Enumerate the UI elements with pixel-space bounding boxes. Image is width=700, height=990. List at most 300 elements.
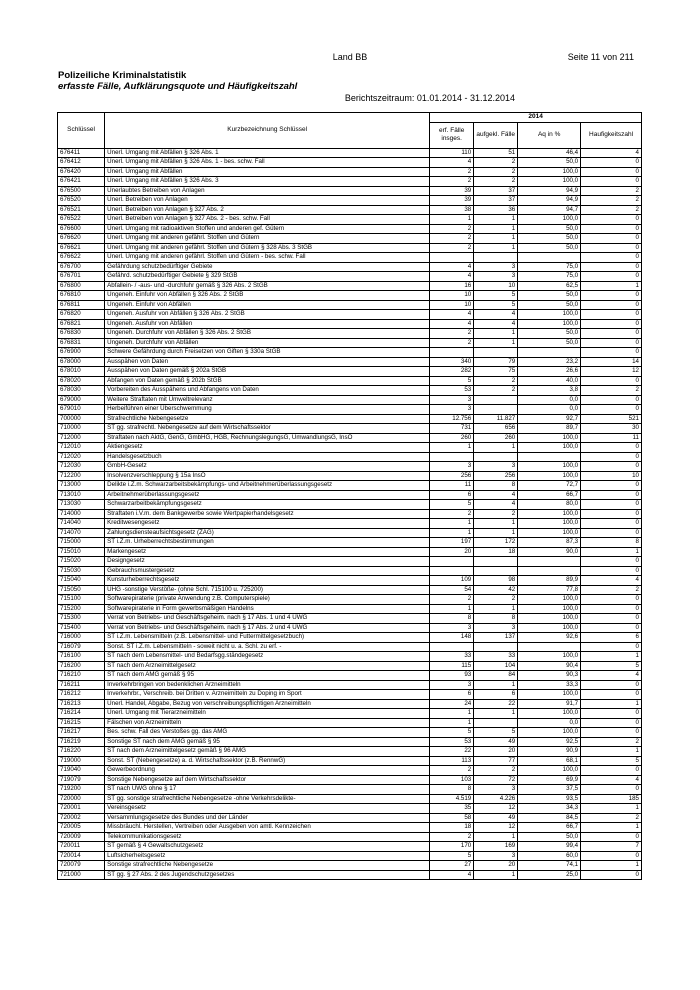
cell-description: Gewerbeordnung [105,766,430,776]
table-row [58,661,642,671]
report-title: Polizeiliche Kriminalstatistik [58,70,187,81]
cell-description: Ungeneh. Einfuhr von Abfällen [105,300,430,310]
cell-cases: 2 [430,329,474,339]
cell-frequency: 1 [581,747,642,757]
cell-cases [430,642,474,652]
cell-cases: 148 [430,633,474,643]
cell-key: 719040 [58,766,105,776]
cell-aq: 46,4 [518,148,581,158]
cell-aq: 100,0 [518,519,581,529]
cell-solved: 3 [474,462,518,472]
cell-key: 716000 [58,633,105,643]
cell-description: Ungeneh. Einfuhr von Abfällen § 326 Abs. 2 StGB [105,291,430,301]
cell-key: 715050 [58,585,105,595]
table-row [58,614,642,624]
header-cases: erf. Fälle insges. [430,122,474,148]
table-row [58,319,642,329]
cell-aq: 100,0 [518,652,581,662]
cell-key: 676810 [58,291,105,301]
cell-aq: 100,0 [518,471,581,481]
cell-description: Unerl. Umgang mit Abfällen § 326 Abs. 1 [105,148,430,158]
cell-solved: 5 [474,291,518,301]
cell-key: 712200 [58,471,105,481]
cell-aq: 93,5 [518,794,581,804]
cell-frequency: 4 [581,775,642,785]
cell-description: Vereinsgesetz [105,804,430,814]
cell-solved: 4 [474,310,518,320]
cell-key: 716211 [58,680,105,690]
cell-cases: 3 [430,623,474,633]
cell-solved: 4 [474,490,518,500]
cell-solved: 10 [474,281,518,291]
cell-key: 716212 [58,690,105,700]
cell-frequency: 6 [581,633,642,643]
cell-description: Markengesetz [105,547,430,557]
cell-frequency: 0 [581,462,642,472]
cell-cases: 170 [430,842,474,852]
cell-aq: 100,0 [518,690,581,700]
table-row [58,623,642,633]
cell-frequency: 0 [581,490,642,500]
cell-solved [474,253,518,263]
table-row [58,766,642,776]
cell-solved: 104 [474,661,518,671]
cell-description: Ungeneh. Durchfuhr von Abfällen [105,338,430,348]
cell-frequency: 0 [581,215,642,225]
table-row [58,500,642,510]
table-row [58,728,642,738]
cell-frequency: 0 [581,718,642,728]
table-row [58,196,642,206]
cell-key: 676620 [58,234,105,244]
header-solved: aufgekl. Fälle [474,122,518,148]
cell-frequency: 0 [581,234,642,244]
cell-frequency: 10 [581,471,642,481]
cell-frequency: 0 [581,690,642,700]
cell-frequency: 0 [581,300,642,310]
cell-key: 676520 [58,196,105,206]
cell-description: Softwarepiraterie in Form gewerbsmäßigen Handelns [105,604,430,614]
cell-solved: 260 [474,433,518,443]
cell-cases: 2 [430,167,474,177]
cell-frequency: 0 [581,443,642,453]
table-row [58,775,642,785]
table-row [58,690,642,700]
cell-description: Sonstige Nebengesetze auf dem Wirtschaftssektor [105,775,430,785]
cell-key: 676420 [58,167,105,177]
cell-key: 716210 [58,671,105,681]
cell-cases: 4.519 [430,794,474,804]
cell-solved: 2 [474,595,518,605]
cell-frequency: 0 [581,595,642,605]
cell-cases: 58 [430,813,474,823]
table-row [58,813,642,823]
table-row [58,433,642,443]
cell-description: Delikte i.Z.m. Schwarzarbeitsbekämpfungs- und Arbeitnehmerüberlassungsgesetz [105,481,430,491]
cell-key: 676412 [58,158,105,168]
cell-key: 676821 [58,319,105,329]
cell-solved: 36 [474,205,518,215]
cell-key: 715040 [58,576,105,586]
cell-description: Schwarzarbeitbekämpfungsgesetz [105,500,430,510]
cell-aq: 62,5 [518,281,581,291]
cell-aq: 50,0 [518,832,581,842]
cell-frequency: 521 [581,414,642,424]
cell-frequency: 0 [581,528,642,538]
cell-cases: 5 [430,728,474,738]
table-row [58,329,642,339]
cell-solved: 75 [474,367,518,377]
cell-key: 676800 [58,281,105,291]
table-row [58,861,642,871]
cell-solved: 1 [474,709,518,719]
cell-aq: 100,0 [518,528,581,538]
cell-key: 700000 [58,414,105,424]
cell-frequency: 2 [581,585,642,595]
cell-description: Aktiengesetz [105,443,430,453]
cell-key: 716100 [58,652,105,662]
cell-solved: 12 [474,804,518,814]
cell-frequency: 12 [581,367,642,377]
statistics-table [57,112,642,880]
cell-cases: 18 [430,823,474,833]
cell-cases: 4 [430,272,474,282]
cell-description: Ausspähen von Daten [105,357,430,367]
cell-description: Sonstige ST nach dem AMG gemäß § 95 [105,737,430,747]
cell-description: Ungeneh. Ausfuhr von Abfällen § 326 Abs. 2 StGB [105,310,430,320]
cell-key: 716213 [58,699,105,709]
cell-key: 721000 [58,870,105,880]
cell-frequency: 0 [581,623,642,633]
cell-cases: 53 [430,386,474,396]
cell-description: Ausspähen von Daten gemäß § 202a StGB [105,367,430,377]
cell-solved [474,718,518,728]
cell-description: Designgesetz [105,557,430,567]
cell-description: Insolvenzverschleppung § 15a InsO [105,471,430,481]
cell-cases: 54 [430,585,474,595]
cell-solved: 1 [474,338,518,348]
cell-solved: 51 [474,148,518,158]
cell-key: 712010 [58,443,105,453]
cell-aq: 94,9 [518,196,581,206]
cell-aq: 100,0 [518,595,581,605]
cell-cases: 11 [430,481,474,491]
cell-aq: 60,0 [518,851,581,861]
report-subtitle: erfasste Fälle, Aufklärungsquote und Häufigkeitszahl [58,81,298,92]
cell-cases: 93 [430,671,474,681]
page-header-land: Land BB [332,52,368,62]
cell-solved: 22 [474,699,518,709]
cell-description: GmbH-Gesetz [105,462,430,472]
cell-description: Herbeiführen einer Überschwemmung [105,405,430,415]
table-row [58,177,642,187]
cell-aq: 89,9 [518,576,581,586]
cell-frequency: 0 [581,604,642,614]
cell-key: 676811 [58,300,105,310]
cell-frequency: 0 [581,481,642,491]
cell-solved: 2 [474,158,518,168]
cell-solved: 1 [474,443,518,453]
cell-cases: 4 [430,310,474,320]
cell-cases: 6 [430,490,474,500]
cell-description: ST nach UWG ohne § 17 [105,785,430,795]
cell-frequency: 1 [581,823,642,833]
cell-cases: 260 [430,433,474,443]
cell-aq: 74,1 [518,861,581,871]
cell-description: Telekommunikationsgesetz [105,832,430,842]
cell-aq: 37,5 [518,785,581,795]
cell-key: 715010 [58,547,105,557]
cell-frequency: 5 [581,756,642,766]
cell-cases [430,557,474,567]
cell-solved: 169 [474,842,518,852]
cell-key: 714040 [58,519,105,529]
cell-frequency: 2 [581,813,642,823]
cell-key: 676621 [58,243,105,253]
cell-key: 715020 [58,557,105,567]
page-number: Seite 11 von 211 [567,52,634,62]
table-row [58,357,642,367]
table-row [58,205,642,215]
cell-aq: 90,3 [518,671,581,681]
cell-aq: 100,0 [518,319,581,329]
cell-solved: 3 [474,785,518,795]
cell-description: Unerl. Umgang mit Abfällen § 326 Abs. 3 [105,177,430,187]
cell-solved: 33 [474,652,518,662]
cell-description: Ungeneh. Ausfuhr von Abfällen [105,319,430,329]
cell-description: Weitere Straftaten mit Umweltrelevanz [105,395,430,405]
cell-key: 720000 [58,794,105,804]
table-row [58,310,642,320]
report-period: Berichtszeitraum: 01.01.2014 - 31.12.2014 [344,93,515,103]
cell-cases: 16 [430,281,474,291]
table-row [58,585,642,595]
cell-key: 676830 [58,329,105,339]
table-row [58,291,642,301]
cell-frequency: 11 [581,433,642,443]
cell-description: ST gg. § 27 Abs. 2 des Jugendschutzgesetzes [105,870,430,880]
cell-solved: 2 [474,167,518,177]
cell-frequency: 0 [581,851,642,861]
cell-cases: 2 [430,766,474,776]
cell-key: 678020 [58,376,105,386]
cell-cases: 39 [430,196,474,206]
cell-solved: 4 [474,319,518,329]
cell-description: Vorbereiten des Ausspähens und Abfangens von Daten [105,386,430,396]
cell-aq: 50,0 [518,338,581,348]
cell-frequency: 0 [581,405,642,415]
cell-solved: 137 [474,633,518,643]
cell-frequency: 1 [581,861,642,871]
cell-aq: 0,0 [518,405,581,415]
cell-description: Inverkehrbringen von bedenklichen Arzneimitteln [105,680,430,690]
table-row [58,851,642,861]
table-row [58,158,642,168]
cell-description: Unerl. Betreiben von Anlagen § 327 Abs. 2 [105,205,430,215]
cell-solved: 18 [474,547,518,557]
cell-cases: 12.756 [430,414,474,424]
cell-aq: 50,0 [518,224,581,234]
cell-key: 715000 [58,538,105,548]
table-row [58,395,642,405]
cell-frequency: 14 [581,357,642,367]
cell-solved [474,395,518,405]
cell-solved [474,348,518,358]
cell-solved: 256 [474,471,518,481]
cell-cases: 5 [430,500,474,510]
cell-frequency: 4 [581,148,642,158]
cell-key: 716200 [58,661,105,671]
cell-aq: 100,0 [518,433,581,443]
table-row [58,538,642,548]
cell-frequency: 0 [581,272,642,282]
cell-aq: 23,2 [518,357,581,367]
table-row [58,376,642,386]
cell-description: Unerl. Betreiben von Anlagen § 327 Abs. 2 - bes. schw. Fall [105,215,430,225]
cell-cases: 103 [430,775,474,785]
cell-aq: 100,0 [518,623,581,633]
cell-description: ST i.Z.m. Urheberrechtsbestimmungen [105,538,430,548]
cell-cases: 5 [430,851,474,861]
cell-description: Sonst. ST (Nebengesetze) a. d. Wirtschaftssektor (z.B. RennwG) [105,756,430,766]
cell-key: 716079 [58,642,105,652]
cell-key: 713030 [58,500,105,510]
cell-key: 719079 [58,775,105,785]
cell-cases: 2 [430,234,474,244]
cell-cases: 2 [430,243,474,253]
table-row [58,823,642,833]
table-row [58,842,642,852]
cell-solved: 2 [474,766,518,776]
cell-description: Inverkehrbr., Verschreib. bei Dritten v. Arzneimitteln zu Doping im Sport [105,690,430,700]
cell-key: 676600 [58,224,105,234]
cell-cases [430,253,474,263]
cell-cases: 2 [430,177,474,187]
cell-solved: 2 [474,177,518,187]
cell-frequency: 1 [581,699,642,709]
cell-key: 720001 [58,804,105,814]
cell-key: 676900 [58,348,105,358]
table-row [58,186,642,196]
cell-description: Luftsicherheitsgesetz [105,851,430,861]
cell-key: 712030 [58,462,105,472]
cell-cases: 115 [430,661,474,671]
cell-frequency: 5 [581,661,642,671]
cell-cases: 4 [430,870,474,880]
cell-aq: 100,0 [518,766,581,776]
header-year: 2014 [430,113,642,123]
cell-description: ST gg. sonstige strafrechtliche Nebengesetze -ohne Verkehrsdelikte- [105,794,430,804]
cell-cases: 33 [430,652,474,662]
cell-solved: 1 [474,870,518,880]
cell-solved: 37 [474,196,518,206]
cell-description: ST i.Z.m. Lebensmitteln (z.B. Lebensmittel- und Futtermittelgesetzbuch) [105,633,430,643]
cell-cases: 256 [430,471,474,481]
cell-frequency: 0 [581,566,642,576]
table-row [58,576,642,586]
cell-solved: 42 [474,585,518,595]
cell-aq: 50,0 [518,243,581,253]
cell-frequency: 0 [581,319,642,329]
cell-solved [474,642,518,652]
cell-description: Gefährdung schutzbedürftiger Gebiete [105,262,430,272]
cell-key: 715100 [58,595,105,605]
cell-key: 715400 [58,623,105,633]
cell-key: 676831 [58,338,105,348]
cell-solved: 12 [474,823,518,833]
cell-solved: 2 [474,376,518,386]
cell-description: Schwere Gefährdung durch Freisetzen von Giften § 330a StGB [105,348,430,358]
table-row [58,386,642,396]
cell-aq: 68,1 [518,756,581,766]
cell-aq: 100,0 [518,167,581,177]
cell-cases: 2 [430,338,474,348]
cell-aq: 72,7 [518,481,581,491]
cell-aq: 92,6 [518,633,581,643]
table-row [58,338,642,348]
cell-frequency: 0 [581,395,642,405]
cell-frequency: 0 [581,832,642,842]
table-row [58,832,642,842]
cell-key: 720005 [58,823,105,833]
cell-key: 720009 [58,832,105,842]
table-row [58,481,642,491]
cell-key: 676701 [58,272,105,282]
cell-aq: 69,9 [518,775,581,785]
cell-frequency: 0 [581,329,642,339]
table-body [58,148,642,880]
cell-key: 714000 [58,509,105,519]
cell-key: 678010 [58,367,105,377]
table-row [58,718,642,728]
table-row [58,699,642,709]
cell-frequency: 0 [581,452,642,462]
table-row [58,253,642,263]
cell-solved: 3 [474,272,518,282]
cell-aq: 75,0 [518,262,581,272]
cell-cases: 1 [430,519,474,529]
cell-cases: 197 [430,538,474,548]
cell-solved: 4.226 [474,794,518,804]
table-row [58,566,642,576]
cell-key: 715300 [58,614,105,624]
cell-solved: 656 [474,424,518,434]
cell-aq: 50,0 [518,300,581,310]
table-row [58,557,642,567]
cell-key: 676521 [58,205,105,215]
cell-cases: 3 [430,462,474,472]
cell-key: 678000 [58,357,105,367]
cell-key: 712000 [58,433,105,443]
cell-cases: 1 [430,215,474,225]
table-row [58,671,642,681]
cell-description: Abfangen von Daten gemäß § 202b StGB [105,376,430,386]
cell-cases: 22 [430,747,474,757]
cell-aq [518,452,581,462]
cell-solved: 49 [474,737,518,747]
cell-description: Unerl. Umgang mit anderen gefährl. Stoffen und Gütern § 328 Abs. 3 StGB [105,243,430,253]
table-row [58,424,642,434]
header-aq: Aq in % [518,122,581,148]
cell-frequency: 4 [581,576,642,586]
cell-solved: 37 [474,186,518,196]
header-description: Kurzbezeichnung Schlüssel [105,113,430,149]
cell-aq: 50,0 [518,158,581,168]
table-row [58,452,642,462]
cell-cases: 10 [430,291,474,301]
cell-frequency: 185 [581,794,642,804]
cell-description: Missbräuchl. Herstellen, Vertreiben oder Ausgeben von amtl. Kennzeichen [105,823,430,833]
